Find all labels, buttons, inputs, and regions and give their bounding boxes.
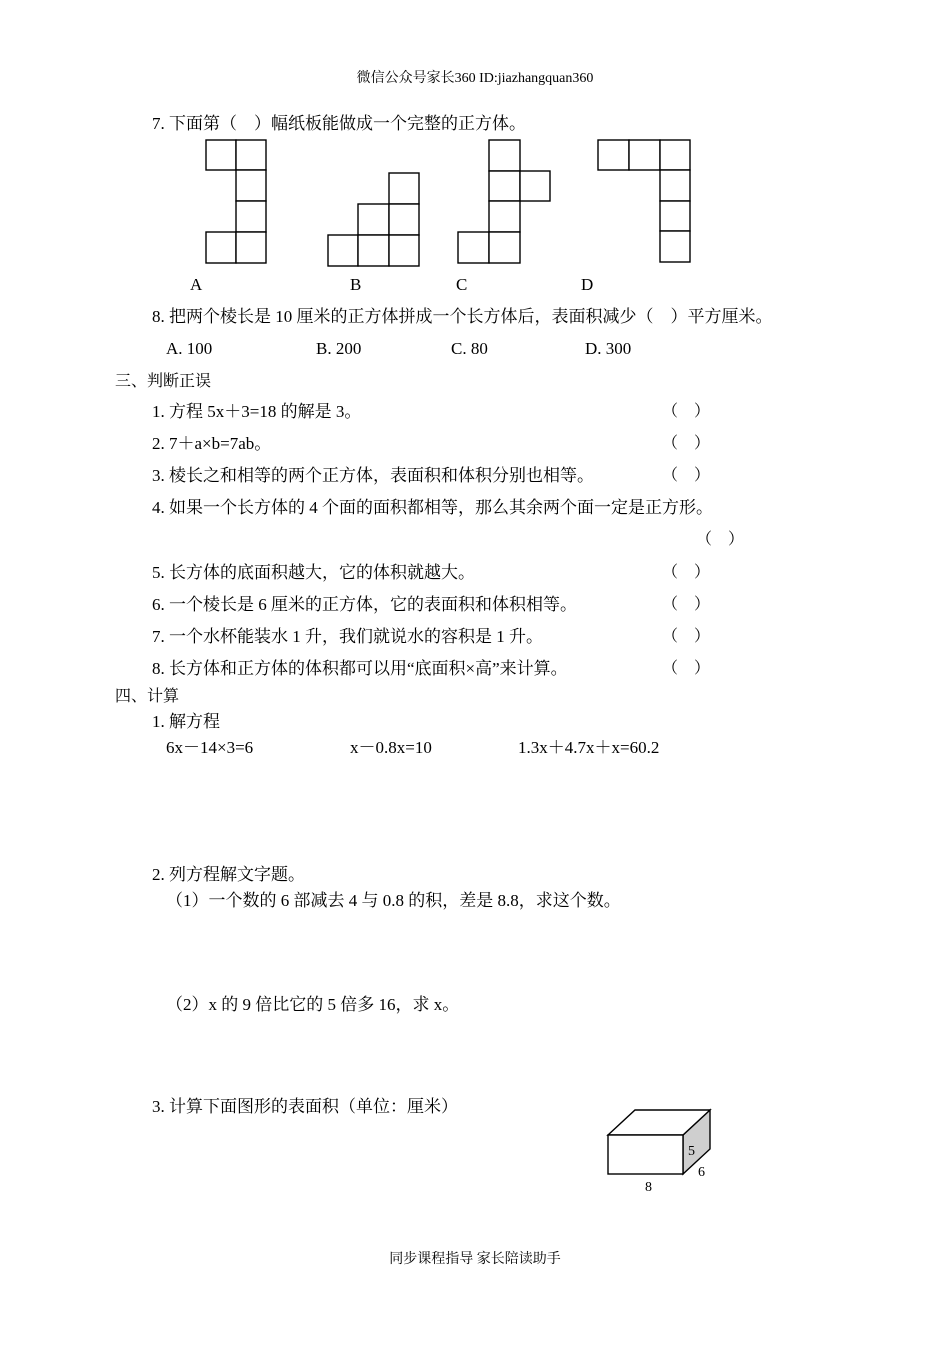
answer-bracket-6: （ ） [662,596,711,613]
answer-bracket-8: （ ） [662,660,711,677]
answer-bracket-3: （ ） [662,467,711,484]
cuboid-height-label: 5 [688,1144,695,1159]
option-a: A. 100 [166,339,213,358]
page-footer: 同步课程指导 家长陪读助手 [389,1252,561,1267]
answer-bracket-1: （ ） [662,403,711,420]
page-header: 微信公众号家长360 ID:jiazhangquan360 [356,71,594,86]
option-c: C. 80 [451,339,488,358]
word-problem-2: （2）x 的 9 倍比它的 5 倍多 16，求 x。 [166,995,460,1014]
section-heading-judge: 三、判断正误 [115,371,212,390]
calc-q2-title: 2. 列方程解文字题。 [152,865,305,884]
judge-item-4: 4. 如果一个长方体的 4 个面的面积都相等，那么其余两个面一定是正方形。 [152,498,713,517]
equation-2: x－0.8x=10 [350,738,432,757]
answer-bracket-5: （ ） [662,564,711,581]
net-label-d: D [581,275,594,294]
net-d [598,140,690,262]
judge-item-2: 2. 7＋a×b=7ab。 [152,434,272,453]
option-d: D. 300 [585,339,632,358]
judge-item-8: 8. 长方体和正方体的体积都可以用“底面积×高”来计算。 [152,659,568,678]
calc-q3-title: 3. 计算下面图形的表面积（单位：厘米） [152,1097,458,1116]
section-heading-calc: 四、计算 [115,686,180,705]
calc-q1-title: 1. 解方程 [152,712,220,731]
judge-item-5: 5. 长方体的底面积越大，它的体积就越大。 [152,563,475,582]
option-b: B. 200 [316,339,362,358]
equation-1: 6x－14×3=6 [166,738,254,757]
answer-bracket-2: （ ） [662,435,711,452]
net-c [458,140,550,263]
judge-item-3: 3. 棱长之和相等的两个正方体，表面积和体积分别也相等。 [152,466,594,485]
cuboid-length-label: 8 [645,1180,652,1195]
cuboid-figure [600,1100,730,1195]
answer-bracket-7: （ ） [662,628,711,645]
net-a [206,140,266,263]
answer-bracket-4: （ ） [696,531,745,548]
net-label-c: C [456,275,468,294]
question-7-stem: 7. 下面第（ ）幅纸板能做成一个完整的正方体。 [152,114,526,133]
net-label-b: B [350,275,362,294]
equation-3: 1.3x＋4.7x＋x=60.2 [518,738,660,757]
judge-item-6: 6. 一个棱长是 6 厘米的正方体，它的表面积和体积相等。 [152,595,577,614]
net-label-a: A [190,275,203,294]
net-b [328,173,419,266]
judge-item-1: 1. 方程 5x＋3=18 的解是 3。 [152,402,362,421]
judge-item-7: 7. 一个水杯能装水 1 升，我们就说水的容积是 1 升。 [152,627,543,646]
word-problem-1: （1）一个数的 6 部减去 4 与 0.8 的积，差是 8.8，求这个数。 [166,891,621,910]
cube-nets-figure [0,0,950,300]
question-8-stem: 8. 把两个棱长是 10 厘米的正方体拼成一个长方体后，表面积减少（ ）平方厘米。 [152,307,773,326]
cuboid-width-label: 6 [698,1165,705,1180]
